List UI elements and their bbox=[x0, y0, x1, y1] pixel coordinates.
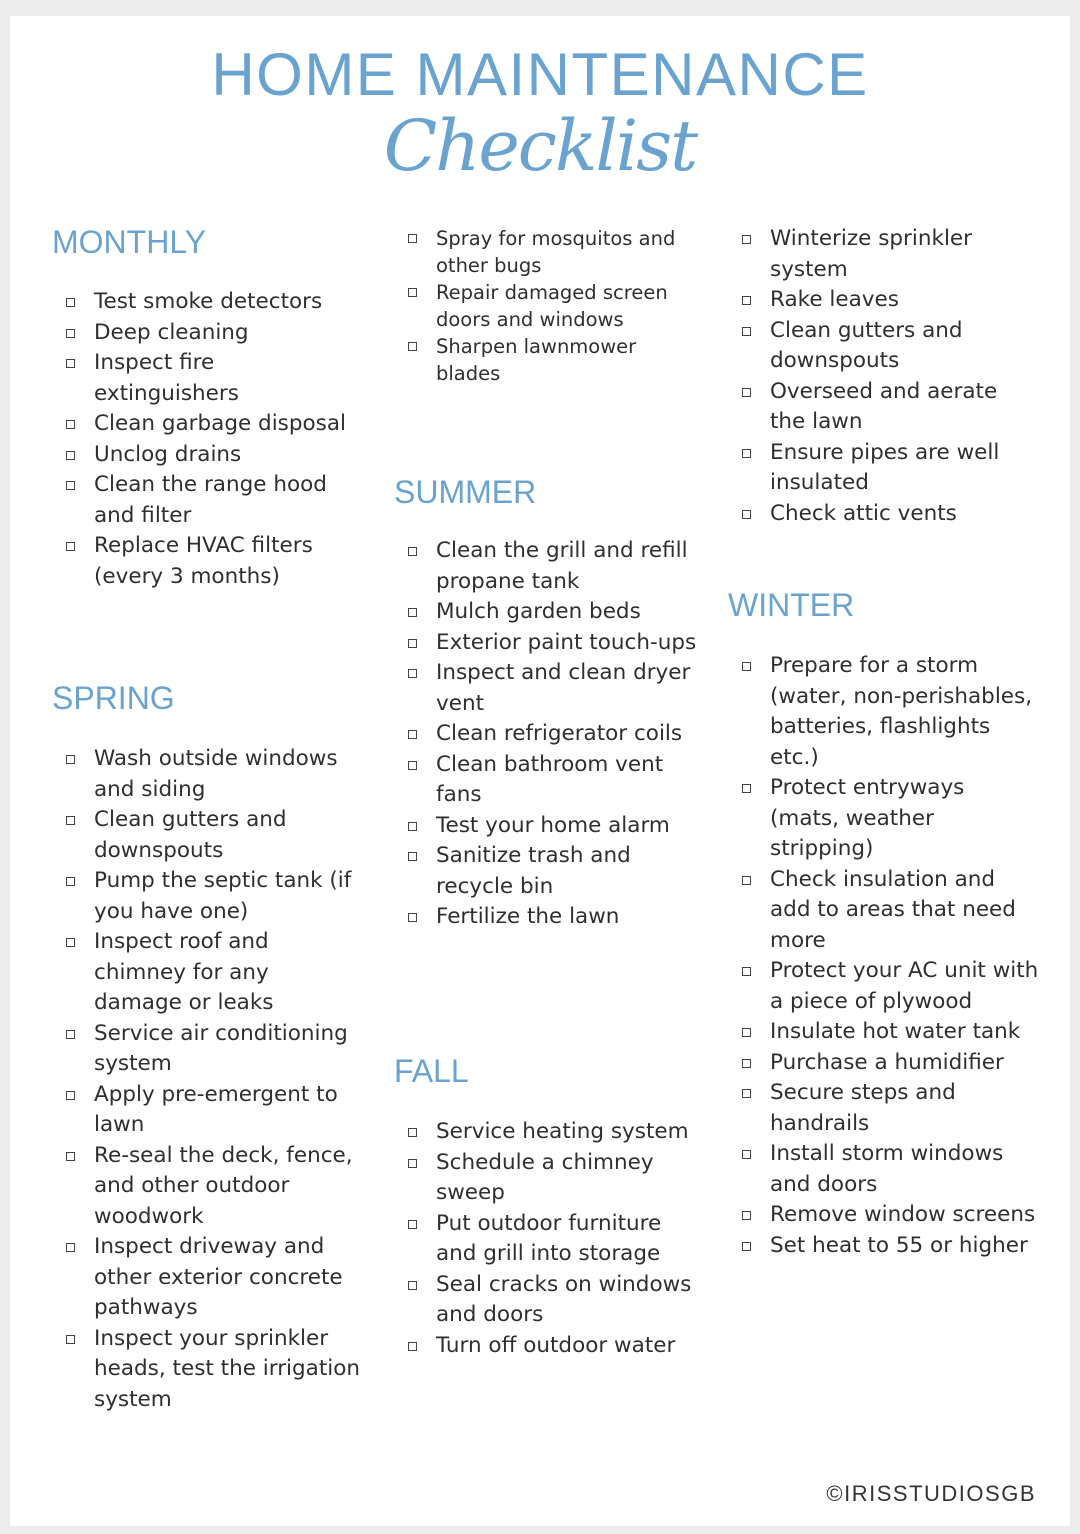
checklist-item bbox=[728, 377, 1018, 438]
checkbox-icon[interactable] bbox=[742, 388, 751, 397]
checklist-item-label: Protect entryways (mats, weather stripping) bbox=[770, 775, 965, 861]
checklist-item-label: Clean the grill and refill propane tank bbox=[436, 538, 688, 594]
spring-list-continued bbox=[394, 225, 684, 387]
checklist-item-label: Install storm windows and doors bbox=[770, 1141, 1004, 1197]
checklist-item bbox=[394, 597, 704, 628]
checklist-item-label: Apply pre-emergent to lawn bbox=[94, 1081, 338, 1137]
checklist-item bbox=[728, 651, 1040, 773]
checklist-item-label: Sanitize trash and recycle bin bbox=[436, 843, 631, 899]
checkbox-icon[interactable] bbox=[408, 1220, 417, 1229]
summer-heading: SUMMER bbox=[394, 474, 537, 510]
checklist-item-label: Clean garbage disposal bbox=[94, 411, 347, 436]
checklist-item-label: Schedule a chimney sweep bbox=[436, 1149, 654, 1205]
checklist-item-label: Unclog drains bbox=[94, 441, 242, 467]
checkbox-icon[interactable] bbox=[66, 755, 75, 764]
checkbox-icon[interactable] bbox=[408, 547, 417, 556]
checklist-item bbox=[728, 1139, 1040, 1200]
checklist-item-label: Remove window screens bbox=[770, 1202, 1036, 1227]
checkbox-icon[interactable] bbox=[66, 329, 75, 338]
checklist-item bbox=[52, 1324, 362, 1416]
checklist-item-label: Put outdoor furniture and grill into storage bbox=[436, 1210, 662, 1266]
checkbox-icon[interactable] bbox=[742, 784, 751, 793]
checkbox-icon[interactable] bbox=[66, 359, 75, 368]
checklist-item bbox=[52, 866, 362, 927]
checkbox-icon[interactable] bbox=[408, 1281, 417, 1290]
fall-list-continued bbox=[728, 224, 1018, 529]
checklist-item bbox=[52, 318, 362, 349]
checkbox-icon[interactable] bbox=[408, 1159, 417, 1168]
fall-heading: FALL bbox=[394, 1053, 469, 1089]
checklist-item bbox=[728, 1048, 1040, 1079]
checklist-item-label: Mulch garden beds bbox=[436, 599, 641, 624]
checklist-item bbox=[728, 773, 1040, 865]
checklist-item-label: Set heat to 55 or higher bbox=[770, 1232, 1028, 1258]
checklist-item bbox=[728, 1078, 1040, 1139]
page-subtitle-script: Checklist bbox=[383, 105, 697, 187]
checklist-item bbox=[728, 956, 1040, 1017]
checklist-item-label: Protect your AC unit with a piece of plywood bbox=[770, 958, 1039, 1014]
monthly-list bbox=[52, 287, 362, 592]
checkbox-icon[interactable] bbox=[742, 1089, 751, 1098]
checklist-item-label: Inspect roof and chimney for any damage or leaks bbox=[94, 929, 274, 1015]
checklist-item bbox=[394, 1148, 704, 1209]
summer-list bbox=[394, 536, 704, 933]
checkbox-icon[interactable] bbox=[408, 342, 417, 351]
checklist-item bbox=[394, 902, 704, 933]
checklist-item bbox=[728, 499, 1018, 530]
checklist-item bbox=[394, 628, 704, 659]
checklist-item-label: Purchase a humidifier bbox=[770, 1049, 1004, 1075]
checklist-item bbox=[52, 470, 362, 531]
checklist-item bbox=[52, 531, 362, 592]
checklist-item bbox=[52, 409, 362, 440]
checkbox-icon[interactable] bbox=[66, 420, 75, 429]
checkbox-icon[interactable] bbox=[408, 852, 417, 861]
checkbox-icon[interactable] bbox=[408, 730, 417, 739]
checkbox-icon[interactable] bbox=[742, 296, 751, 305]
checklist-item-label: Service air conditioning system bbox=[94, 1020, 348, 1076]
checklist-item bbox=[728, 1231, 1040, 1262]
checklist-item bbox=[52, 287, 362, 318]
checkbox-icon[interactable] bbox=[742, 1028, 751, 1037]
checkbox-icon[interactable] bbox=[66, 298, 75, 307]
checkbox-icon[interactable] bbox=[742, 967, 751, 976]
checkbox-icon[interactable] bbox=[66, 1243, 75, 1252]
checklist-item bbox=[52, 440, 362, 471]
checklist-item-label: Clean gutters and downspouts bbox=[770, 317, 963, 373]
checklist-item bbox=[52, 1080, 362, 1141]
checklist-item bbox=[394, 719, 704, 750]
checklist-item-label: Re-seal the deck, fence, and other outdoor woodwork bbox=[94, 1142, 353, 1229]
checkbox-icon[interactable] bbox=[408, 234, 417, 243]
checkbox-icon[interactable] bbox=[408, 608, 417, 617]
checklist-item bbox=[728, 438, 1018, 499]
checkbox-icon[interactable] bbox=[408, 761, 417, 770]
checklist-item-label: Check insulation and add to areas that need more bbox=[770, 866, 1016, 953]
checklist-item-label: Clean bathroom vent fans bbox=[436, 751, 664, 807]
checkbox-icon[interactable] bbox=[408, 1342, 417, 1351]
winter-list bbox=[728, 651, 1040, 1261]
checkbox-icon[interactable] bbox=[742, 1150, 751, 1159]
checkbox-icon[interactable] bbox=[66, 542, 75, 551]
checkbox-icon[interactable] bbox=[66, 877, 75, 886]
checklist-item-label: Turn off outdoor water bbox=[436, 1332, 676, 1358]
checklist-item bbox=[394, 333, 684, 387]
monthly-heading: MONTHLY bbox=[52, 224, 207, 260]
checklist-item-label: Fertilize the lawn bbox=[436, 904, 620, 929]
checklist-item-label: Deep cleaning bbox=[94, 319, 249, 345]
checklist-item bbox=[52, 927, 362, 1019]
checklist-item-label: Prepare for a storm (water, non-perishables, batteries, flashlights etc.) bbox=[770, 653, 1033, 770]
checkbox-icon[interactable] bbox=[742, 1242, 751, 1251]
checkbox-icon[interactable] bbox=[66, 938, 75, 947]
spring-heading: SPRING bbox=[52, 680, 175, 716]
checklist-item-label: Clean refrigerator coils bbox=[436, 721, 683, 746]
checklist-item-label: Ensure pipes are well insulated bbox=[770, 439, 1000, 495]
page-title: HOME MAINTENANCE bbox=[211, 41, 869, 108]
checklist-item bbox=[394, 658, 704, 719]
checklist-item-label: Inspect and clean dryer vent bbox=[436, 660, 691, 716]
spring-list bbox=[52, 744, 362, 1415]
checklist-item bbox=[728, 316, 1018, 377]
checkbox-icon[interactable] bbox=[742, 662, 751, 671]
checklist-item bbox=[52, 1019, 362, 1080]
checklist-item-label: Rake leaves bbox=[770, 287, 899, 312]
checklist-item-label: Inspect fire extinguishers bbox=[94, 350, 239, 406]
checkbox-icon[interactable] bbox=[742, 449, 751, 458]
checklist-item-label: Test smoke detectors bbox=[94, 289, 323, 314]
fall-list bbox=[394, 1117, 704, 1361]
checkbox-icon[interactable] bbox=[742, 876, 751, 885]
checklist-item-label: Spray for mosquitos and other bugs bbox=[436, 227, 676, 277]
checklist-item-label: Clean the range hood and filter bbox=[94, 472, 327, 528]
checkbox-icon[interactable] bbox=[742, 510, 751, 519]
checkbox-icon[interactable] bbox=[66, 1152, 75, 1161]
winter-heading: WINTER bbox=[728, 587, 855, 623]
checklist-item-label: Overseed and aerate the lawn bbox=[770, 378, 998, 434]
checklist-item bbox=[394, 279, 684, 333]
checkbox-icon[interactable] bbox=[742, 1059, 751, 1068]
checkbox-icon[interactable] bbox=[408, 639, 417, 648]
checklist-item bbox=[52, 348, 362, 409]
checklist-item bbox=[52, 805, 362, 866]
checklist-item-label: Sharpen lawnmower blades bbox=[436, 335, 637, 385]
checklist-item-label: Inspect driveway and other exterior concrete pathways bbox=[94, 1234, 343, 1320]
checklist-item bbox=[394, 1270, 704, 1331]
checkbox-icon[interactable] bbox=[66, 481, 75, 490]
checkbox-icon[interactable] bbox=[66, 816, 75, 825]
checkbox-icon[interactable] bbox=[742, 1211, 751, 1220]
checklist-item-label: Exterior paint touch-ups bbox=[436, 629, 697, 655]
checklist-item bbox=[728, 1200, 1040, 1231]
checklist-item bbox=[394, 750, 704, 811]
checkbox-icon[interactable] bbox=[66, 1091, 75, 1100]
checklist-item bbox=[394, 1331, 704, 1362]
checklist-item bbox=[728, 285, 1018, 316]
checklist-item bbox=[52, 1141, 362, 1233]
checklist-item bbox=[394, 1117, 704, 1148]
checklist-item bbox=[52, 1232, 362, 1324]
checklist-item-label: Pump the septic tank (if you have one) bbox=[94, 868, 352, 924]
checklist-item-label: Clean gutters and downspouts bbox=[94, 807, 287, 863]
checklist-item-label: Winterize sprinkler system bbox=[770, 226, 972, 282]
checkbox-icon[interactable] bbox=[408, 669, 417, 678]
checklist-item bbox=[394, 841, 704, 902]
checklist-item-label: Wash outside windows and siding bbox=[94, 746, 338, 802]
checklist-item-label: Check attic vents bbox=[770, 500, 957, 526]
checklist-item bbox=[728, 865, 1040, 957]
checkbox-icon[interactable] bbox=[66, 1030, 75, 1039]
checklist-item bbox=[52, 744, 362, 805]
checkbox-icon[interactable] bbox=[742, 235, 751, 244]
checkbox-icon[interactable] bbox=[408, 822, 417, 831]
checkbox-icon[interactable] bbox=[66, 1335, 75, 1344]
checklist-item bbox=[728, 1017, 1040, 1048]
checkbox-icon[interactable] bbox=[408, 1128, 417, 1137]
checklist-item-label: Service heating system bbox=[436, 1119, 689, 1144]
checklist-item-label: Seal cracks on windows and doors bbox=[436, 1271, 692, 1327]
checklist-item-label: Insulate hot water tank bbox=[770, 1019, 1021, 1044]
checklist-item-label: Test your home alarm bbox=[436, 812, 670, 838]
checklist-item bbox=[394, 536, 704, 597]
checklist-item bbox=[394, 811, 704, 842]
checklist-item-label: Repair damaged screen doors and windows bbox=[436, 281, 668, 331]
checklist-item-label: Replace HVAC filters (every 3 months) bbox=[94, 533, 313, 589]
checkbox-icon[interactable] bbox=[408, 288, 417, 297]
checklist-item-label: Secure steps and handrails bbox=[770, 1080, 956, 1136]
checkbox-icon[interactable] bbox=[408, 913, 417, 922]
checklist-item bbox=[728, 224, 1018, 285]
checklist-item bbox=[394, 225, 684, 279]
checkbox-icon[interactable] bbox=[742, 327, 751, 336]
checklist-item-label: Inspect your sprinkler heads, test the irrigation system bbox=[94, 1325, 361, 1412]
checkbox-icon[interactable] bbox=[66, 451, 75, 460]
checklist-item bbox=[394, 1209, 704, 1270]
copyright-text: ©IRISSTUDIOSGB bbox=[826, 1481, 1036, 1506]
